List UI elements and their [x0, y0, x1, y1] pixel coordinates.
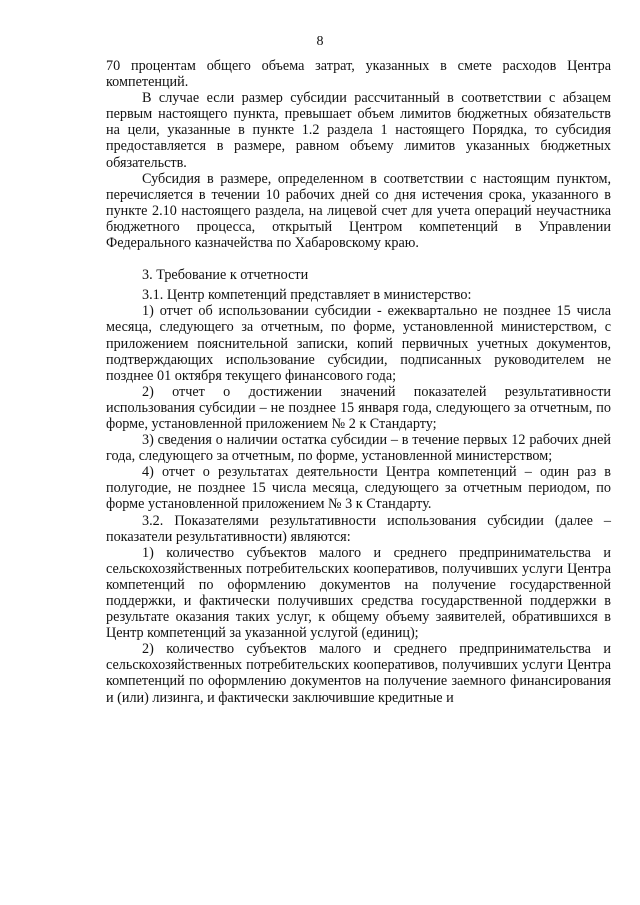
document-body [106, 58, 611, 706]
paragraph-3-1: 3.1. Центр компетенций представляет в министерство: [142, 287, 472, 304]
section-heading-reporting: 3. Требование к отчетности [142, 267, 309, 284]
list-item-indicator-1: 1) количество субъектов малого и среднего предпринимательства и сельскохозяйственных потребительских кооперативов, получивших услуги Центра компетенций по оформлению документов на получение государственной поддержки, и фактически получивших средства государственной поддержки в результате оказания таких услуг, к общему объему заявителей, обратившихся в Центр компетенций за указанной услугой (единиц); [106, 544, 611, 642]
paragraph-subsidy-limit: В случае если размер субсидии рассчитанный в соответствии с абзацем первым настоящего пункта, превышает объем лимитов бюджетных обязательств на цели, указанные в пункте 1.2 раздела 1 настоящего Порядка, то субсидия предоставляется в размере, равном объему лимитов указанных бюджетных обязательств. [106, 90, 611, 171]
paragraph-subsidy-transfer: Субсидия в размере, определенном в соответствии с настоящим пунктом, перечисляется в течении 10 рабочих дней со дня истечения срока, указанного в пункте 2.10 настоящего раздела, на лицевой счет для учета операций неучастника бюджетного процесса, открытый Центром компетенций в Управлении Федерального казначейства по Хабаровскому краю. [106, 170, 611, 252]
list-item-activity-report: 4) отчет о результатах деятельности Центра компетенций – один раз в полугодие, не позднее 15 числа месяца, следующего за отчетным периодом, по форме установленной приложением № 3 к Стандарту. [106, 464, 611, 513]
list-item-report-indicators: 2) отчет о достижении значений показателей результативности использования субсидии – не позднее 15 января года, следующего за отчетным, по форме, установленной приложением № 2 к Стандарту; [106, 383, 611, 432]
list-item-indicator-2: 2) количество субъектов малого и среднего предпринимательства и сельскохозяйственных потребительских кооперативов, получивших услуги Центра компетенций по оформлению документов на получение заемного финансирования и (или) лизинга, и фактически заключившие кредитные и [106, 641, 611, 706]
list-item-balance-info: 3) сведения о наличии остатка субсидии – в течение первых 12 рабочих дней года, следующего за отчетным, по форме, установленной министерством; [106, 432, 611, 465]
paragraph-continuation: 70 процентам общего объема затрат, указанных в смете расходов Центра компетенций. [106, 58, 611, 91]
paragraph-3-2: 3.2. Показателями результативности использования субсидии (далее – показатели результативности) являются: [106, 512, 611, 545]
page-number: 8 [316, 34, 324, 49]
list-item-report-usage: 1) отчет об использовании субсидии - ежеквартально не позднее 15 числа месяца, следующего за отчетным, по форме, установленной министерством, с приложением пояснительной записки, копий первичных учетных документов, подтверждающих использование субсидии, подписанных руководителем не позднее 01 октября текущего финансового года; [106, 303, 611, 384]
